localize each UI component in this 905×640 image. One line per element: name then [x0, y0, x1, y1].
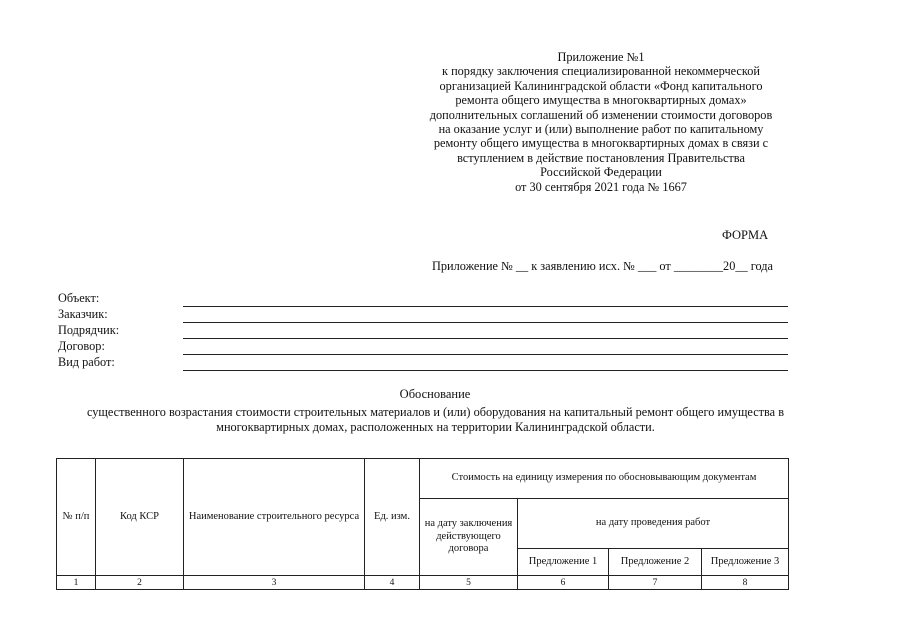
field-label: Подрядчик:	[58, 323, 120, 337]
annex-line: к порядку заключения специализированной некоммерческой	[442, 64, 760, 79]
annex-line: организацией Калининградской области «Фонд капитального	[439, 78, 763, 93]
header-num: № п/п	[57, 459, 96, 576]
justification-subtitle	[48, 405, 823, 435]
column-number: 8	[702, 576, 789, 590]
annex-line: вступлением в действие постановления Правительства	[457, 150, 745, 165]
justification-title: Обоснование	[399, 387, 471, 401]
column-number: 5	[420, 576, 518, 590]
annex-header	[418, 50, 784, 194]
column-number: 7	[609, 576, 702, 590]
header-unit: Ед. изм.	[365, 459, 420, 576]
field-object	[58, 291, 788, 307]
field-label: Договор:	[58, 339, 105, 353]
field-underline	[183, 370, 788, 371]
annex-line: ремонта общего имущества в многоквартирных домах»	[455, 93, 747, 108]
header-ksr-code: Код КСР	[96, 459, 184, 576]
header-offer-1: Предложение 1	[518, 549, 609, 576]
column-number: 6	[518, 576, 609, 590]
annex-line: на оказание услуг и (или) выполнение работ по капитальному	[438, 122, 764, 137]
justification-table	[56, 458, 789, 590]
annex-line: ремонту общего имущества в многоквартирных домах в связи с	[433, 136, 769, 151]
subtitle-line: многоквартирных домах, расположенных на территории Калининградской области.	[216, 420, 655, 434]
header-works-date: на дату проведения работ	[518, 499, 789, 549]
header-offer-3: Предложение 3	[702, 549, 789, 576]
application-line: Приложение № __ к заявлению исх. № ___ от ________20__ года	[432, 259, 773, 273]
field-contractor	[58, 323, 788, 339]
header-offer-2: Предложение 2	[609, 549, 702, 576]
column-number: 2	[96, 576, 184, 590]
field-label: Вид работ:	[58, 355, 115, 369]
field-customer	[58, 307, 788, 323]
header-cost-group: Стоимость на единицу измерения по обосновывающим документам	[420, 459, 789, 499]
column-number: 1	[57, 576, 96, 590]
annex-line: Российской Федерации	[540, 165, 662, 180]
annex-line: Приложение №1	[557, 50, 645, 64]
header-contract-date: на дату заключения действующего договора	[420, 499, 518, 576]
form-label: ФОРМА	[722, 228, 769, 242]
header-resource-name: Наименование строительного ресурса	[184, 459, 365, 576]
field-contract	[58, 339, 788, 355]
field-label: Объект:	[58, 291, 100, 305]
field-label: Заказчик:	[58, 307, 108, 321]
field-work-type	[58, 355, 788, 371]
subtitle-line: существенного возрастания стоимости строительных материалов и (или) оборудования на капитальный ремонт общего имущества в	[86, 405, 785, 419]
annex-line: дополнительных соглашений об изменении стоимости договоров	[429, 107, 773, 122]
column-number: 4	[365, 576, 420, 590]
annex-line: от 30 сентября 2021 года № 1667	[515, 179, 687, 194]
column-number: 3	[184, 576, 365, 590]
